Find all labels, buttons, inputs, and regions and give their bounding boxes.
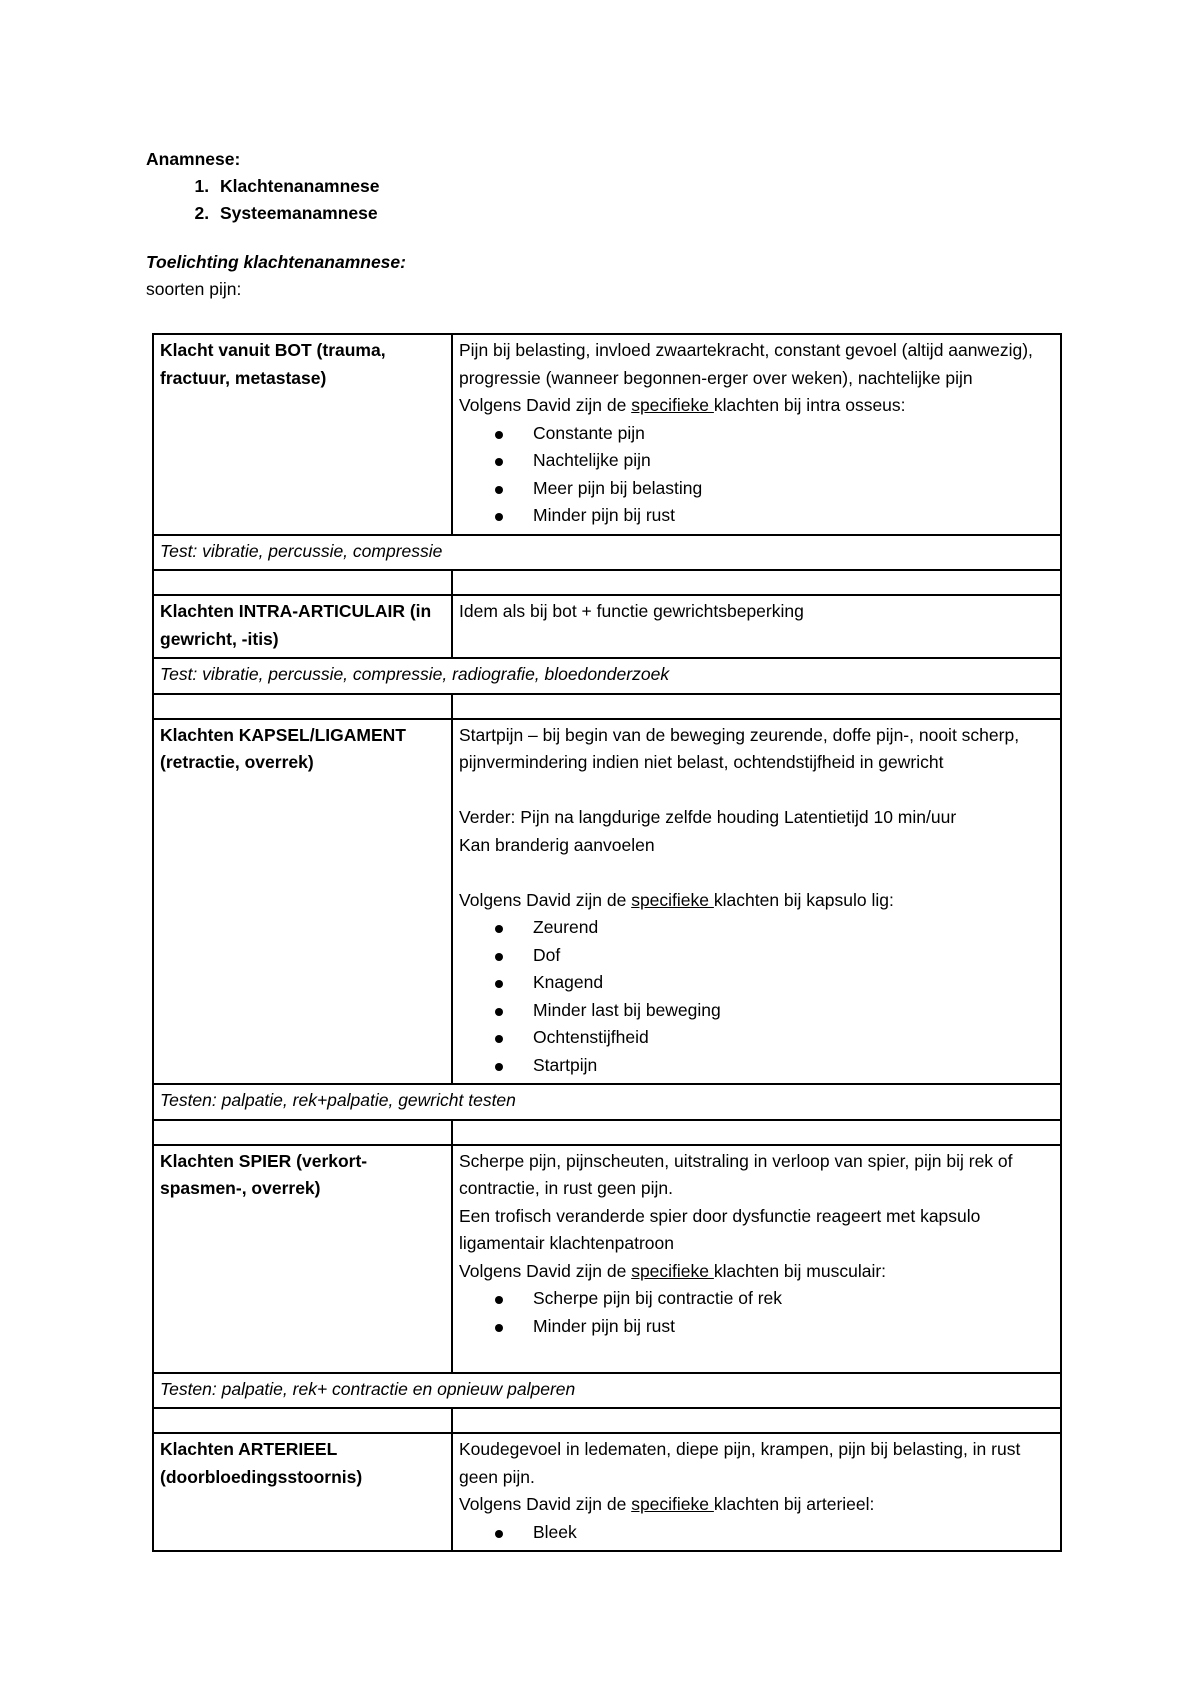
table-row-test	[153, 1373, 1061, 1409]
bullet-icon	[495, 458, 503, 466]
list-item: Minder pijn bij rust	[533, 1313, 1054, 1341]
anamnese-list	[146, 173, 406, 227]
table-row-test	[153, 658, 1061, 694]
row-description	[452, 719, 1061, 1085]
bullet-icon	[495, 953, 503, 961]
test-text: Testen: palpatie, rek+ contractie en opnieuw palperen	[153, 1373, 1061, 1409]
list-item: Constante pijn	[533, 420, 1054, 448]
row-description	[452, 1145, 1061, 1373]
bullet-icon	[495, 1530, 503, 1538]
bullet-list	[459, 420, 1054, 530]
description-text: Scherpe pijn, pijnscheuten, uitstraling in verloop van spier, pijn bij rek of contractie, in rust geen pijn.	[459, 1150, 1013, 1198]
table-row-spacer	[153, 1120, 1061, 1145]
bullet-icon	[495, 1063, 503, 1071]
row-description	[452, 1433, 1061, 1551]
table-row-intra-articulair	[153, 595, 1061, 658]
bullet-icon	[495, 980, 503, 988]
document-header	[146, 146, 406, 303]
description-text: Pijn bij belasting, invloed zwaartekracht, constant gevoel (altijd aanwezig), progressie (wanneer begonnen-erger over weken), nachtelijke pijn	[459, 340, 1033, 388]
list-item: Meer pijn bij belasting	[533, 475, 1054, 503]
test-text: Test: vibratie, percussie, compressie	[153, 535, 1061, 571]
table-row-test	[153, 535, 1061, 571]
row-description	[452, 334, 1061, 535]
row-label: Klacht vanuit BOT (trauma, fractuur, metastase)	[153, 334, 452, 535]
bullet-list	[459, 1285, 1054, 1340]
description-text: Startpijn – bij begin van de beweging zeurende, doffe pijn-, nooit scherp, pijnvermindering indien niet belast, ochtendstijfheid in gewricht	[459, 724, 1020, 772]
bullet-list	[459, 914, 1054, 1079]
bullet-icon	[495, 1296, 503, 1304]
row-label: Klachten SPIER (verkort-spasmen-, overrek)	[153, 1145, 452, 1373]
david-line: Volgens David zijn de specifieke klachten bij intra osseus:	[459, 395, 906, 415]
table-row-spacer	[153, 1408, 1061, 1433]
bullet-icon	[495, 1324, 503, 1332]
table-row-spacer	[153, 694, 1061, 719]
row-label: Klachten KAPSEL/LIGAMENT (retractie, overrek)	[153, 719, 452, 1085]
table-row-spier	[153, 1145, 1061, 1373]
table-row-bot	[153, 334, 1061, 535]
description-text: Koudegevoel in ledematen, diepe pijn, krampen, pijn bij belasting, in rust geen pijn.	[459, 1439, 1021, 1487]
bullet-icon	[495, 513, 503, 521]
list-item: Zeurend	[533, 914, 1054, 942]
section-subtitle: Toelichting klachtenanamnese:	[146, 252, 406, 272]
list-item: Bleek	[533, 1519, 1054, 1547]
table-row-arterieel	[153, 1433, 1061, 1551]
list-item: Nachtelijke pijn	[533, 447, 1054, 475]
table-row-kapsel-ligament	[153, 719, 1061, 1085]
pain-types-table	[152, 333, 1062, 1552]
page-title: Anamnese:	[146, 149, 241, 169]
list-item: Scherpe pijn bij contractie of rek	[533, 1285, 1054, 1313]
david-line: Volgens David zijn de specifieke klachten bij musculair:	[459, 1260, 887, 1281]
david-line: Volgens David zijn de specifieke klachten bij arterieel:	[459, 1494, 875, 1514]
test-text: Testen: palpatie, rek+palpatie, gewricht testen	[153, 1084, 1061, 1120]
bullet-icon	[495, 925, 503, 933]
david-line: Volgens David zijn de specifieke klachten bij kapsulo lig:	[459, 889, 894, 910]
intro-text: soorten pijn:	[146, 279, 242, 299]
bullet-icon	[495, 1035, 503, 1043]
list-item: Minder last bij beweging	[533, 997, 1054, 1025]
bullet-icon	[495, 486, 503, 494]
bullet-icon	[495, 431, 503, 439]
bullet-icon	[495, 1008, 503, 1016]
table-row-test	[153, 1084, 1061, 1120]
row-label: Klachten ARTERIEEL (doorbloedingsstoornis)	[153, 1433, 452, 1551]
list-item: 1. Klachtenanamnese	[214, 173, 406, 200]
list-item: Knagend	[533, 969, 1054, 997]
list-item: Dof	[533, 942, 1054, 970]
test-text: Test: vibratie, percussie, compressie, radiografie, bloedonderzoek	[153, 658, 1061, 694]
description-text: Idem als bij bot + functie gewrichtsbeperking	[459, 601, 804, 621]
list-item: Minder pijn bij rust	[533, 502, 1054, 530]
description-text: Verder: Pijn na langdurige zelfde houding Latentietijd 10 min/uur	[459, 807, 957, 827]
bullet-list	[459, 1519, 1054, 1547]
table-row-spacer	[153, 570, 1061, 595]
list-item: Startpijn	[533, 1052, 1054, 1080]
description-text: Een trofisch veranderde spier door dysfunctie reageert met kapsulo ligamentair klachtenpatroon	[459, 1205, 981, 1253]
row-description	[452, 595, 1061, 658]
list-item: 2. Systeemanamnese	[214, 200, 406, 227]
row-label: Klachten INTRA-ARTICULAIR (in gewricht, -itis)	[153, 595, 452, 658]
list-item: Ochtenstijfheid	[533, 1024, 1054, 1052]
description-text: Kan branderig aanvoelen	[459, 834, 655, 855]
